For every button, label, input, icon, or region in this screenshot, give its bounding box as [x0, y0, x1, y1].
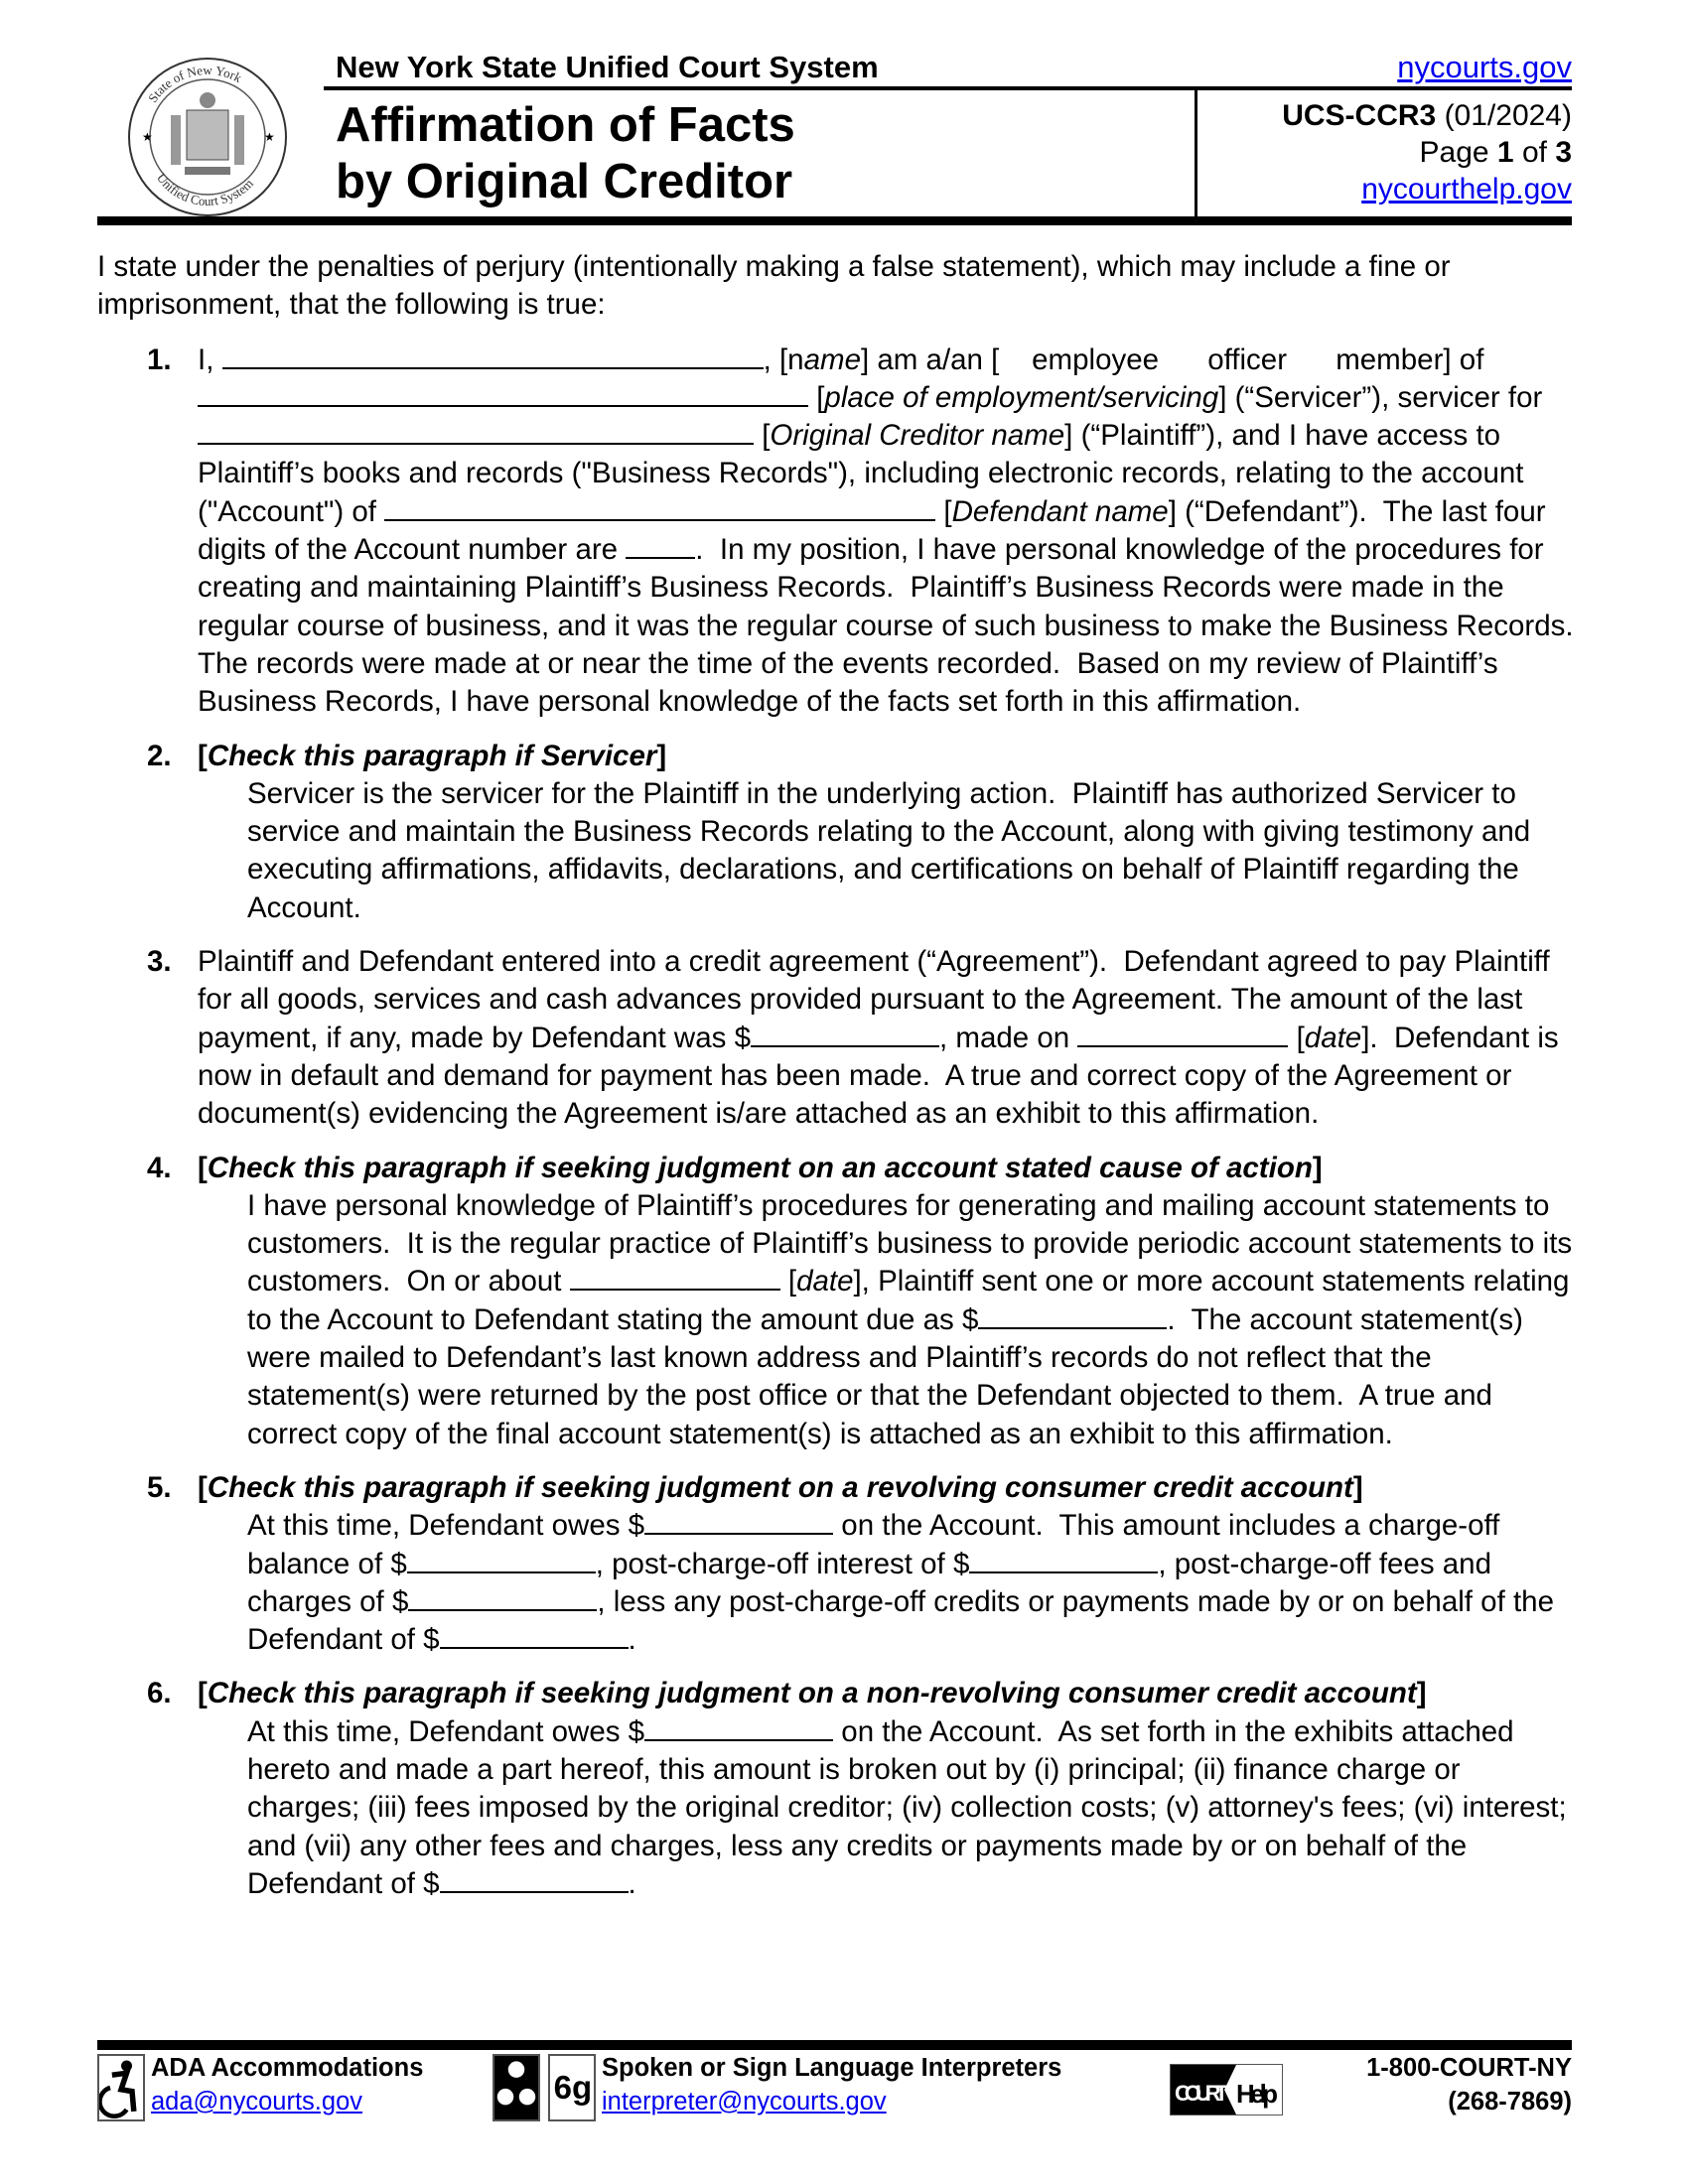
paragraph-number: 1. — [147, 342, 172, 376]
text-segment: . The account statement(s) were mailed to Defendant’s last known address and Plaintiff’s records do not reflect that the statement(s) were returned by the post office or that the Defendant objected to them. A true and correct copy of the final account statement(s) is attached as an exhibit to this affirmation. — [247, 1302, 1532, 1450]
language-interpreter-icon — [492, 2054, 540, 2121]
fill-in-blank[interactable] — [570, 1263, 780, 1291]
ny-court-seal-logo — [125, 56, 290, 218]
text-segment: place of employment/servicing — [824, 380, 1219, 414]
text-segment: Servicer is the servicer for the Plaintiff in the underlying action. Plaintiff has authorized Servicer to service and maintain the Business Records relating to the Account, along with giving testimony and executing affirmations, affidavits, declarations, and certifications on behalf of Plaintiff regarding the Account. — [247, 776, 1539, 924]
fill-in-blank[interactable] — [644, 1713, 833, 1741]
paragraph-heading — [198, 1150, 1575, 1187]
text-segment: Check this paragraph if seeking judgment on a revolving consumer credit account — [207, 1470, 1353, 1504]
paragraph-body — [198, 1713, 1575, 1903]
text-segment: [ — [1288, 1021, 1305, 1054]
fill-in-blank[interactable] — [198, 379, 808, 407]
fill-in-blank[interactable] — [1077, 1020, 1288, 1047]
text-segment: ] am a/an [ employee officer member] of — [860, 342, 1492, 376]
paragraph-number: 6. — [147, 1677, 172, 1710]
text-segment: I, — [198, 342, 222, 376]
nycourts-link[interactable]: nycourts.gov — [1397, 50, 1572, 84]
svg-text:6g: 6g — [553, 2069, 593, 2106]
fill-in-blank[interactable] — [198, 417, 754, 445]
fill-in-blank[interactable] — [408, 1583, 597, 1611]
text-segment: ] (“Servicer”), servicer for — [1218, 380, 1551, 414]
interpreter-email-link[interactable]: interpreter@nycourts.gov — [602, 2088, 887, 2116]
paragraph-body — [198, 1507, 1575, 1659]
paragraph-body — [198, 775, 1575, 927]
court-help-phone: 1-800-COURT-NY — [1366, 2054, 1572, 2082]
form-title — [336, 97, 795, 210]
sign-language-icon — [548, 2054, 596, 2121]
paragraph-body — [198, 1187, 1581, 1453]
text-segment: ] (“Defendant”). The last four digits of the Account number are — [198, 494, 1554, 567]
fill-in-blank[interactable] — [407, 1546, 596, 1573]
fill-in-blank[interactable] — [384, 493, 935, 521]
paragraph-4 — [97, 1150, 1581, 1453]
footer-thick-rule — [97, 2040, 1572, 2050]
form-title-line1: Affirmation of Facts — [336, 98, 795, 152]
svg-text:Unified Court System: Unified Court System — [153, 170, 256, 208]
paragraph-heading — [198, 1469, 1575, 1507]
fill-in-blank[interactable] — [978, 1301, 1167, 1329]
text-segment: date — [796, 1265, 854, 1298]
text-segment: ] (“Plaintiff”), and I have access to Plaintiff’s books and records ("Business Records"), including electronic records, relating to the account ("Account") of — [198, 419, 1532, 528]
court-help-phone-digits: (268-7869) — [1448, 2088, 1572, 2116]
form-info — [1282, 97, 1572, 207]
text-segment: ame — [803, 342, 861, 376]
text-segment: [ — [198, 1151, 208, 1184]
text-segment: [ — [754, 419, 771, 453]
text-segment: [ — [198, 739, 208, 772]
text-segment: Plaintiff and Defendant entered into a credit agreement (“Agreement”). Defendant agreed to pay Plaintiff for all goods, services and cash advances provided pursuant to the Agreement. The amount of the last payment, if any, made by Defendant was $ — [198, 945, 1558, 1054]
text-segment: [ — [198, 1677, 208, 1710]
text-segment: ], Plaintiff sent one or more account statements relating to the Account to Defendant stating the amount due as $ — [247, 1265, 1578, 1336]
text-segment: . — [628, 1866, 636, 1900]
paragraph-number: 2. — [147, 739, 172, 772]
ada-email-link[interactable]: ada@nycourts.gov — [151, 2088, 363, 2116]
text-segment: Check this paragraph if seeking judgment on an account stated cause of action — [207, 1151, 1313, 1184]
fill-in-blank[interactable] — [969, 1546, 1158, 1573]
svg-text:State of New York: State of New York — [144, 62, 244, 105]
paragraph-1 — [97, 341, 1590, 722]
svg-text:Help: Help — [1236, 2079, 1278, 2109]
text-segment: Original Creditor name — [770, 419, 1065, 453]
text-segment: on the Account. As set forth in the exhibits attached hereto and made a part hereof, this amount is broken out by (i) principal; (ii) finance charge or charges; (iii) fees imposed by the original creditor; (iv) collection costs; (v) attorney's fees; (vi) interest; and (vii) any other fees and charges, less any credits or payments made by or on behalf of the Defendant of $ — [247, 1714, 1575, 1900]
paragraph-heading — [198, 1675, 1575, 1712]
text-segment: Check this paragraph if Servicer — [207, 739, 657, 772]
text-segment: on the Account. This amount includes a charge-off balance of $ — [247, 1509, 1508, 1580]
numbered-paragraphs — [97, 341, 1590, 1904]
form-date: (01/2024) — [1444, 99, 1572, 132]
paragraph-heading — [198, 738, 1575, 775]
svg-text:★: ★ — [142, 130, 153, 144]
text-segment: [ — [808, 380, 825, 414]
text-segment: , less any post-charge-off credits or payments made by or on behalf of the Defendant of $ — [247, 1584, 1563, 1657]
fill-in-blank[interactable] — [751, 1020, 939, 1047]
paragraph-3 — [97, 943, 1575, 1133]
court-help-logo — [1170, 2064, 1283, 2116]
text-segment: . — [628, 1623, 636, 1657]
text-segment: Defendant name — [951, 494, 1169, 528]
text-segment: [ — [198, 1470, 208, 1504]
organization-name: New York State Unified Court System — [336, 50, 879, 84]
text-segment: ] — [656, 739, 667, 772]
text-segment: At this time, Defendant owes $ — [247, 1714, 645, 1748]
text-segment: . In my position, I have personal knowledge of the procedures for creating and maintaining Plaintiff’s Business Records. Plaintiff’s Business Records were made in the regular course of business, and it was the regular course of such business to make the Business Records. The records were made at or near the time of the events recorded. Based on my review of Plaintiff’s Business Records, I have personal knowledge of the facts set forth in this affirmation. — [198, 533, 1590, 719]
paragraph-number: 4. — [147, 1151, 172, 1184]
text-segment: I have personal knowledge of Plaintiff’s procedures for generating and mailing account statements to customers. It is the regular practice of Plaintiff’s business to provide periodic account statements to its customers. On or about — [247, 1188, 1581, 1298]
nycourthelp-link[interactable]: nycourthelp.gov — [1361, 173, 1572, 205]
paragraph-2 — [97, 738, 1575, 927]
paragraph-6 — [97, 1675, 1575, 1903]
form-body — [97, 248, 1590, 1919]
wheelchair-accessibility-icon — [97, 2054, 145, 2121]
interpreter-label: Spoken or Sign Language Interpreters — [602, 2054, 1062, 2082]
ada-label: ADA Accommodations — [151, 2054, 424, 2082]
fill-in-blank[interactable] — [644, 1507, 833, 1535]
paragraph-number: 5. — [147, 1470, 172, 1504]
text-segment: ]. Defendant is now in default and demand for payment has been made. A true and correct copy of the Agreement or document(s) evidencing the Agreement is/are attached as an exhibit to this affirmation. — [198, 1021, 1567, 1131]
text-segment: ] — [1312, 1151, 1323, 1184]
fill-in-blank[interactable] — [440, 1621, 629, 1649]
fill-in-blank[interactable] — [222, 341, 764, 369]
text-segment: , post-charge-off interest of $ — [595, 1547, 970, 1580]
text-segment: [ — [779, 1265, 797, 1298]
footer — [97, 2054, 1572, 2133]
paragraph-number: 3. — [147, 945, 172, 979]
svg-text:COURT: COURT — [1175, 2081, 1228, 2106]
text-segment: date — [1304, 1021, 1362, 1054]
fill-in-blank[interactable] — [440, 1865, 629, 1893]
form-id: UCS-CCR3 — [1282, 99, 1437, 132]
text-segment: [ — [935, 494, 952, 528]
text-segment: , post-charge-off fees and charges of $ — [247, 1547, 1500, 1618]
intro-statement: I state under the penalties of perjury (intentionally making a false statement), which may include a fine or imprisonment, that the following is true: — [97, 250, 1451, 322]
page-indicator: Page 1 of 3 — [1419, 136, 1572, 169]
header-thick-rule — [97, 216, 1572, 225]
header-vertical-divider — [1195, 88, 1197, 219]
text-segment: , [n — [763, 342, 804, 376]
svg-text:★: ★ — [264, 130, 275, 144]
text-segment: , made on — [939, 1021, 1078, 1054]
text-segment: At this time, Defendant owes $ — [247, 1509, 645, 1543]
text-segment: ] — [1416, 1677, 1427, 1710]
paragraph-5 — [97, 1469, 1575, 1659]
form-title-line2: by Original Creditor — [336, 155, 793, 208]
text-segment: Check this paragraph if seeking judgment on a non-revolving consumer credit account — [207, 1677, 1417, 1710]
header-divider — [324, 86, 1572, 90]
text-segment: ] — [1352, 1470, 1363, 1504]
fill-in-blank[interactable] — [626, 531, 695, 559]
